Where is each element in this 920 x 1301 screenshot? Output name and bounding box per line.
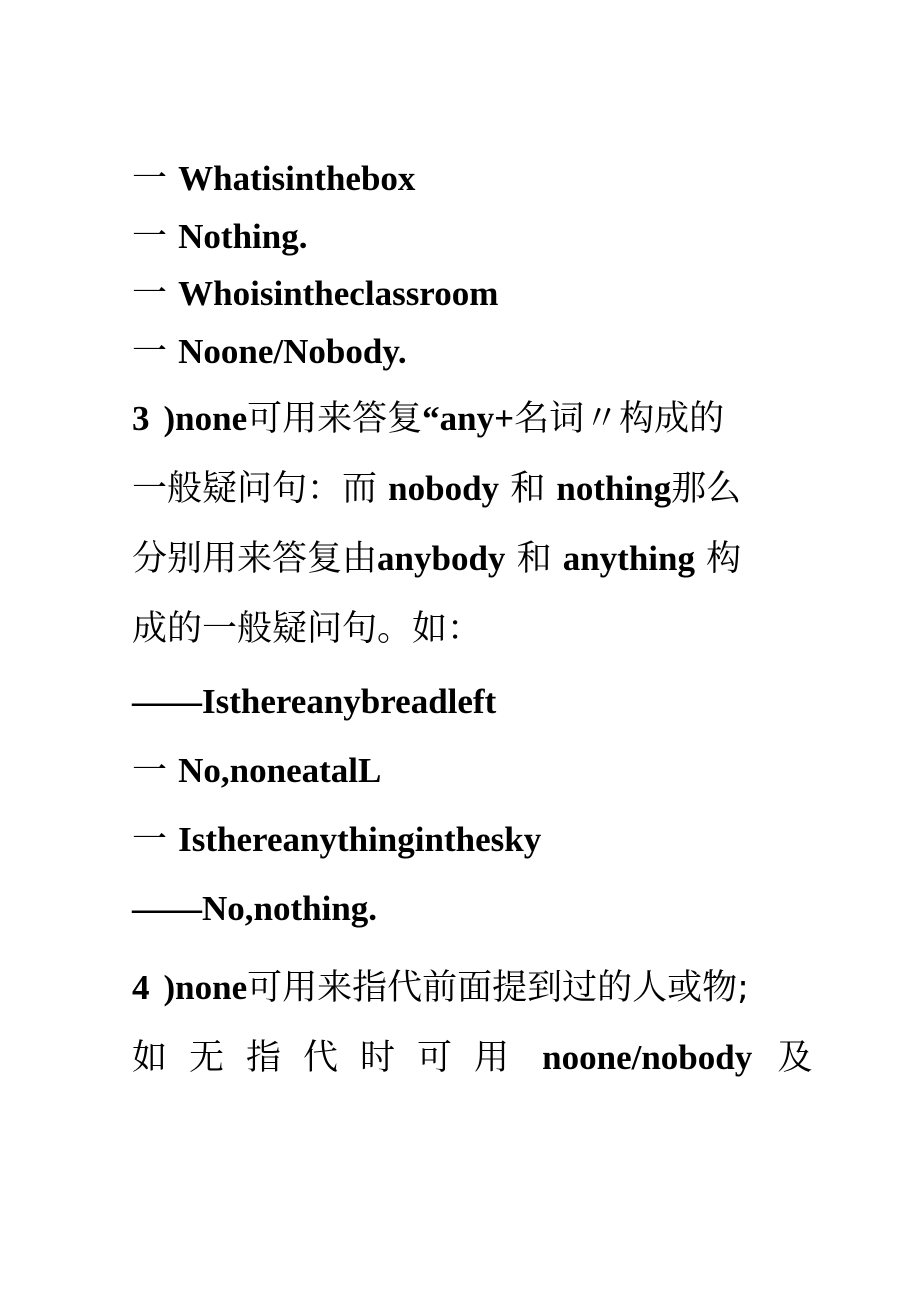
rule3-line2 xyxy=(132,467,741,511)
dialogue-line xyxy=(132,818,541,862)
dialogue-text: Isthereanybreadleft xyxy=(202,682,497,721)
dialogue-line xyxy=(132,330,407,374)
rule-text: 那么 xyxy=(671,469,742,509)
rule-keyword: noone/nobody xyxy=(542,1038,753,1077)
dialogue-text: Whatisinthebox xyxy=(178,159,416,198)
rule-text: 一般疑问句：而 xyxy=(132,469,378,509)
rule-keyword: nobody xyxy=(388,469,500,508)
dialogue-text: Isthereanythinginthesky xyxy=(178,820,542,859)
dash-marker: —— xyxy=(132,682,202,721)
rule3-line3 xyxy=(132,537,741,581)
dash-marker: 一 xyxy=(132,820,168,860)
rule-text: 和 xyxy=(510,469,546,509)
rule3-line4 xyxy=(132,607,482,651)
rule-keyword: )none xyxy=(163,968,248,1007)
rule-quote: “any+ xyxy=(422,399,515,438)
dash-marker: 一 xyxy=(132,751,168,791)
dialogue-line xyxy=(132,157,415,201)
dash-marker: 一 xyxy=(132,159,168,199)
dash-marker: 一 xyxy=(132,332,168,372)
rule4-line1 xyxy=(132,966,749,1010)
dialogue-text: Whoisintheclassroom xyxy=(178,274,499,313)
rule3-line1 xyxy=(132,397,724,441)
dialogue-line xyxy=(132,272,498,316)
rule-text: 可用来答复 xyxy=(247,399,423,439)
dialogue-text: No,nothing. xyxy=(202,889,378,928)
rule-text: 如无指代时可用 xyxy=(132,1038,532,1078)
rule-number: 4 xyxy=(132,968,150,1007)
rule-number: 3 xyxy=(132,399,150,438)
rule-keyword: anything xyxy=(562,539,695,578)
rule-text: 构 xyxy=(706,539,742,579)
dialogue-text: No,noneatalL xyxy=(178,751,382,790)
dash-marker: 一 xyxy=(132,217,168,257)
rule-keyword: nothing xyxy=(556,469,672,508)
rule-keyword: )none xyxy=(163,399,248,438)
dialogue-text: Noone/Nobody. xyxy=(178,332,407,371)
rule-text: 成的一般疑问句。如： xyxy=(132,609,483,649)
rule-text: 和 xyxy=(516,539,552,579)
rule-keyword: anybody xyxy=(377,539,506,578)
dash-marker: 一 xyxy=(132,274,168,314)
dialogue-text: Nothing. xyxy=(178,217,308,256)
rule-text: 名词〃构成的 xyxy=(514,399,725,439)
dialogue-line xyxy=(132,749,381,793)
dash-marker: —— xyxy=(132,889,202,928)
rule-text: 可用来指代前面提到过的人或物; xyxy=(247,968,749,1008)
dialogue-line xyxy=(132,887,377,931)
rule-text: 分别用来答复由 xyxy=(132,539,378,579)
rule4-line2 xyxy=(132,1036,812,1080)
dialogue-line xyxy=(132,680,496,724)
rule-text: 及 xyxy=(777,1038,813,1078)
dialogue-line xyxy=(132,215,308,259)
